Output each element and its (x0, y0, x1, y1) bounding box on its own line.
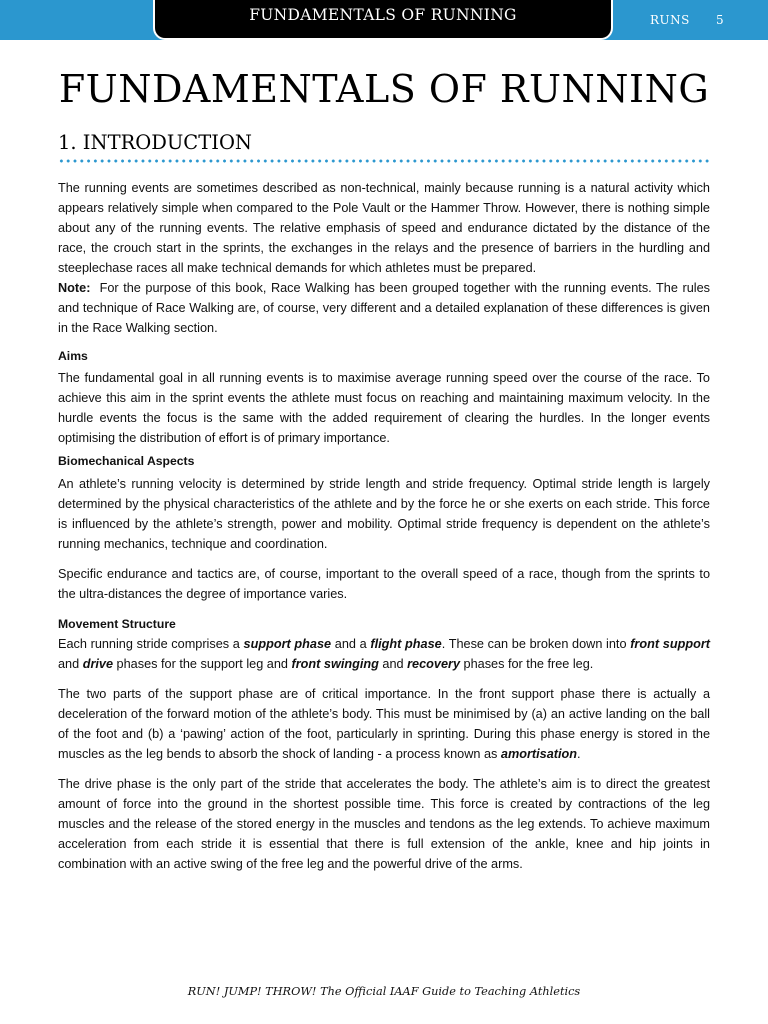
header-tab (153, 0, 613, 40)
section-title: 1. INTRODUCTION (58, 131, 252, 154)
biomechanical-heading: Biomechanical Aspects (58, 454, 195, 468)
text-run: and (378, 657, 408, 671)
text-run: phases for the free leg. (460, 657, 594, 671)
biomechanical-paragraph-1: An athlete’s running velocity is determined by stride length and stride frequency. Optimal stride length is largely determined by the physical characteristics of the athlete and by the force he or she exerts on each stride. This force is influenced by the athlete’s strength, power and mobility. Optimal stride frequency is dependent on the athlete’s running mechanics, technique and coordination. (58, 477, 710, 551)
movement-paragraph-1 (58, 634, 710, 674)
header-tab-title: FUNDAMENTALS OF RUNNING (249, 6, 517, 24)
text-run: . (577, 747, 581, 761)
aims-heading: Aims (58, 349, 88, 363)
term-amortisation: amortisation (500, 747, 578, 761)
biomechanical-paragraph-2: Specific endurance and tactics are, of course, important to the overall speed of a race, though from the sprints to the ultra-distances the degree of importance varies. (58, 567, 710, 601)
term-front-swinging: front swinging (291, 657, 379, 671)
text-run: . These can be broken down into (441, 637, 631, 651)
footer-citation: RUN! JUMP! THROW! The Official IAAF Guide to Teaching Athletics (187, 985, 581, 998)
note-label: Note: (58, 281, 91, 295)
aims-paragraph: The fundamental goal in all running events is to maximise average running speed over the course of the race. To achieve this aim in the sprint events the athlete must focus on reaching and maintaining maximum velocity. In the hurdle events the focus is the same with the added requirement of clearing the hurdles. In the longer events optimising the distribution of effort is of primary importance. (58, 371, 710, 445)
term-recovery: recovery (407, 657, 460, 671)
intro-paragraph: The running events are sometimes described as non-technical, mainly because running is a natural activity which appears relatively simple when compared to the Pole Vault or the Hammer Throw. However, there is nothing simple about any of the running events. The relative emphasis of speed and endurance dictated by the distance of the race, the crouch start in the sprints, the exchanges in the relays and the presence of barriers in the hurdling and steeplechase races all make technical demands for which athletes must be prepared. (58, 181, 710, 275)
text-run: The two parts of the support phase are of critical importance. In the front support phase there is actually a deceleration of the forward motion of the athlete’s body. This must be minimised by (a) an active landing on the ball of the foot and (b) a ‘pawing’ action of the foot, particularly in sprinting. During this phase energy is stored in the muscles as the leg bends to absorb the shock of landing - a process known as (58, 687, 710, 761)
body-text (58, 178, 710, 874)
text-run: Each running stride comprises a (58, 637, 244, 651)
text-run: and a (331, 637, 371, 651)
term-support-phase: support phase (243, 637, 332, 651)
movement-paragraph-3: The drive phase is the only part of the stride that accelerates the body. The athlete’s aim is to direct the greatest amount of force into the ground in the shortest possible time. This force is created by contractions of the leg muscles and the release of the stored energy in the muscles and tendons as the leg extends. To achieve maximum acceleration from each stride it is essential that there is full extension of the ankle, knee and hip joints in combination with an active swing of the free leg and the powerful drive of the arms. (58, 777, 710, 871)
text-run: phases for the support leg and (113, 657, 292, 671)
page-number: 5 (716, 13, 724, 27)
page-title: FUNDAMENTALS OF RUNNING (58, 67, 710, 111)
note-text: For the purpose of this book, Race Walking has been grouped together with the running events. The rules and technique of Race Walking are, of course, very different and a detailed explanation of these differences is given in the Race Walking section. (58, 281, 710, 335)
note-paragraph (58, 278, 710, 338)
term-flight-phase: flight phase (370, 637, 442, 651)
header-band (0, 0, 768, 40)
dotted-divider (58, 158, 710, 164)
term-front-support: front support (630, 637, 710, 651)
term-drive: drive (82, 657, 114, 671)
movement-heading: Movement Structure (58, 617, 176, 631)
movement-paragraph-2 (58, 684, 710, 764)
text-run: and (58, 657, 83, 671)
header-section-name: RUNS (650, 13, 690, 27)
